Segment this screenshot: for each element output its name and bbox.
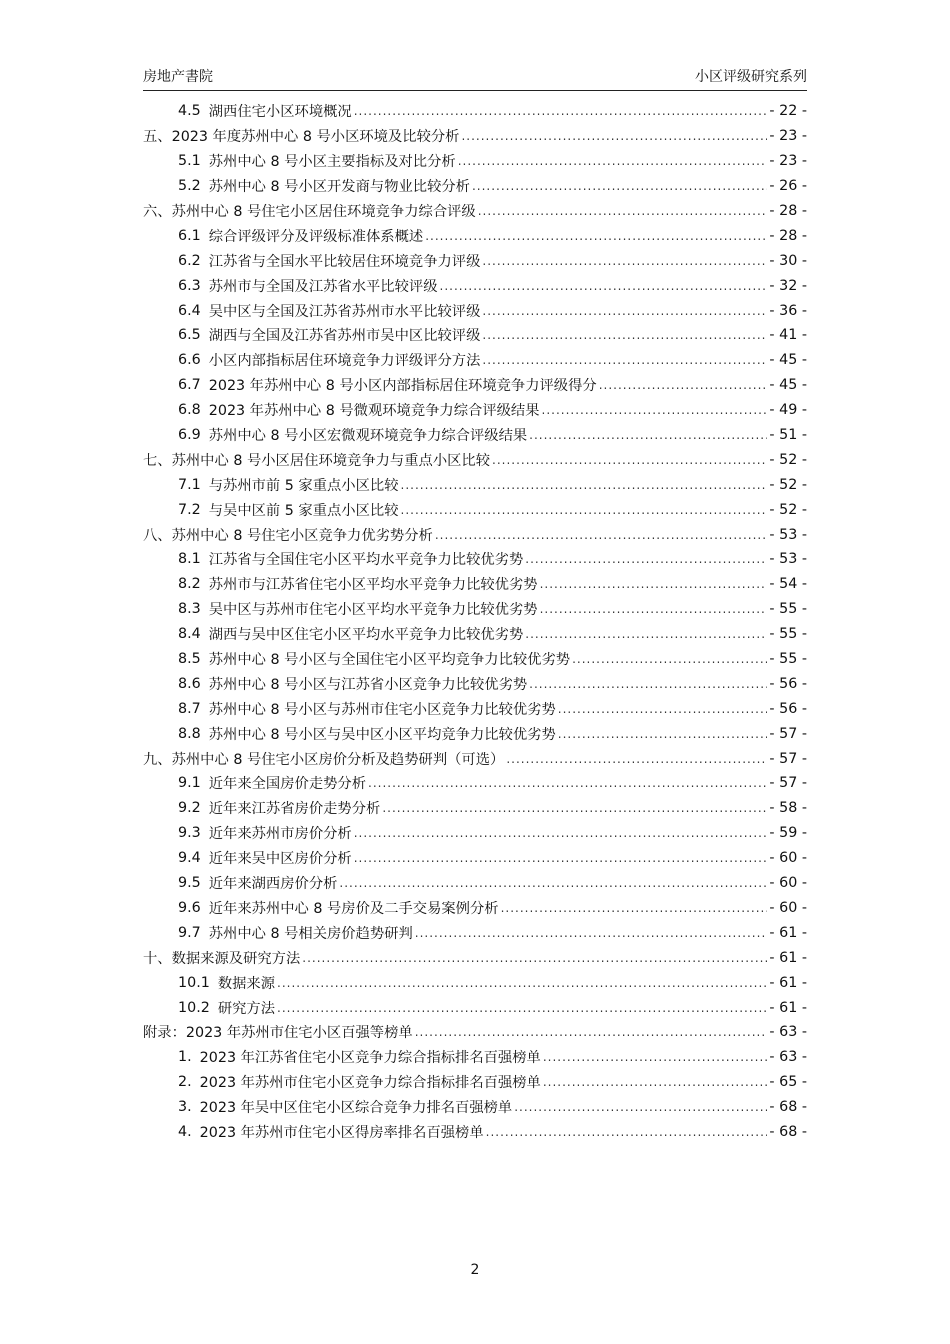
toc-entry[interactable] <box>143 771 807 796</box>
toc-dot-leader <box>540 602 768 616</box>
toc-dot-leader <box>368 776 767 790</box>
toc-dot-leader <box>525 552 767 566</box>
toc-entry[interactable] <box>143 796 807 821</box>
toc-entry-page: - 45 - <box>769 377 807 394</box>
toc-entry-title: 苏州市与全国及江苏省水平比较评级 <box>208 278 438 295</box>
toc-entry[interactable] <box>143 1045 807 1070</box>
toc-entry-page: - 55 - <box>769 626 807 643</box>
toc-entry-page: - 23 - <box>769 128 807 145</box>
toc-entry-number: 附录： <box>143 1025 186 1042</box>
toc-entry-title: 苏州中心 8 号小区居住环境竞争力与重点小区比较 <box>171 452 491 469</box>
table-of-contents <box>143 99 807 1144</box>
page-header <box>143 66 807 91</box>
toc-dot-leader <box>339 876 767 890</box>
toc-entry-page: - 68 - <box>769 1099 807 1116</box>
toc-entry-title: 与苏州市前 5 家重点小区比较 <box>208 477 399 494</box>
page-number: 2 <box>470 1262 480 1278</box>
toc-entry-number: 2. <box>178 1074 192 1091</box>
toc-dot-leader <box>529 428 767 442</box>
toc-entry-title: 苏州中心 8 号小区与全国住宅小区平均竞争力比较优劣势 <box>208 652 571 669</box>
toc-entry-number: 10.1 <box>178 974 210 991</box>
toc-entry-title: 湖西住宅小区环境概况 <box>208 104 352 121</box>
toc-entry[interactable] <box>143 149 807 174</box>
toc-dot-leader <box>482 304 767 318</box>
toc-dot-leader <box>354 104 768 118</box>
toc-entry-title: 2023 年苏州市住宅小区得房率排名百强榜单 <box>199 1124 484 1141</box>
toc-dot-leader <box>492 453 767 467</box>
toc-entry-page: - 28 - <box>769 227 807 244</box>
toc-entry-page: - 61 - <box>769 949 807 966</box>
toc-dot-leader <box>440 279 768 293</box>
toc-dot-leader <box>277 976 767 990</box>
toc-entry[interactable] <box>143 174 807 199</box>
toc-entry-number: 8.5 <box>178 651 201 668</box>
toc-entry-page: - 61 - <box>769 924 807 941</box>
toc-entry-page: - 30 - <box>769 252 807 269</box>
toc-entry-title: 综合评级评分及评级标准体系概述 <box>208 228 424 245</box>
toc-entry-title: 2023 年苏州市住宅小区竞争力综合指标排名百强榜单 <box>199 1075 541 1092</box>
toc-entry-page: - 23 - <box>769 153 807 170</box>
toc-entry-number: 五、 <box>143 129 172 146</box>
toc-dot-leader <box>558 702 768 716</box>
toc-entry-number: 6.4 <box>178 302 201 319</box>
toc-entry-title: 与吴中区前 5 家重点小区比较 <box>208 502 399 519</box>
toc-entry-title: 苏州中心 8 号住宅小区居住环境竞争力综合评级 <box>171 204 476 220</box>
toc-entry-title: 近年来全国房价走势分析 <box>208 776 367 793</box>
toc-entry[interactable] <box>143 1070 807 1095</box>
toc-entry-number: 8.6 <box>178 675 201 692</box>
toc-entry-number: 8.8 <box>178 725 201 742</box>
toc-entry-title: 江苏省与全国水平比较居住环境竞争力评级 <box>208 253 481 270</box>
toc-entry[interactable] <box>143 846 807 871</box>
toc-dot-leader <box>302 951 767 965</box>
toc-entry-number: 6.6 <box>178 352 201 369</box>
toc-entry[interactable] <box>143 273 807 298</box>
toc-entry-title: 研究方法 <box>217 1000 276 1017</box>
toc-entry-number: 6.5 <box>178 327 201 344</box>
toc-entry[interactable] <box>143 223 807 248</box>
toc-dot-leader <box>542 403 768 417</box>
toc-entry-number: 9.3 <box>178 825 201 842</box>
toc-entry-title: 小区内部指标居住环境竞争力评级评分方法 <box>208 353 481 370</box>
toc-entry-title: 湖西与吴中区住宅小区平均水平竞争力比较优劣势 <box>208 627 524 644</box>
toc-dot-leader <box>543 1050 768 1064</box>
toc-entry-number: 7.1 <box>178 476 201 493</box>
toc-dot-leader <box>482 254 767 268</box>
toc-entry-title: 近年来江苏省房价走势分析 <box>208 801 381 818</box>
toc-dot-leader <box>543 1075 768 1089</box>
toc-entry-page: - 53 - <box>769 526 807 543</box>
toc-entry-page: - 26 - <box>769 178 807 195</box>
toc-entry-number: 9.4 <box>178 850 201 867</box>
toc-entry-page: - 65 - <box>769 1074 807 1091</box>
toc-entry-number: 六、 <box>143 204 172 220</box>
toc-entry[interactable] <box>143 497 807 522</box>
toc-entry-page: - 32 - <box>769 277 807 294</box>
toc-dot-leader <box>478 204 768 218</box>
toc-dot-leader <box>558 727 768 741</box>
toc-dot-leader <box>599 378 768 392</box>
toc-entry[interactable] <box>143 423 807 448</box>
toc-entry-number: 七、 <box>143 452 172 469</box>
toc-entry-title: 2023 年苏州市住宅小区百强等榜单 <box>185 1025 413 1042</box>
toc-entry[interactable] <box>143 323 807 348</box>
toc-entry-page: - 49 - <box>769 402 807 419</box>
toc-dot-leader <box>435 528 768 542</box>
toc-entry[interactable] <box>143 1020 807 1045</box>
toc-entry-title: 苏州中心 8 号小区与吴中区小区平均竞争力比较优劣势 <box>208 726 556 743</box>
toc-dot-leader <box>540 577 768 591</box>
toc-entry-page: - 52 - <box>769 476 807 493</box>
toc-entry-title: 2023 年度苏州中心 8 号小区环境及比较分析 <box>171 129 460 146</box>
toc-dot-leader <box>354 826 768 840</box>
toc-entry[interactable] <box>143 995 807 1020</box>
toc-entry-number: 6.2 <box>178 252 201 269</box>
toc-entry-page: - 41 - <box>769 327 807 344</box>
toc-entry[interactable] <box>143 248 807 273</box>
toc-entry-number: 6.8 <box>178 402 201 419</box>
toc-entry-page: - 61 - <box>769 999 807 1016</box>
toc-entry-number: 6.1 <box>178 227 201 244</box>
toc-entry-page: - 60 - <box>769 875 807 892</box>
toc-entry-page: - 63 - <box>769 1024 807 1041</box>
toc-entry-number: 7.2 <box>178 501 201 518</box>
toc-entry-title: 苏州中心 8 号小区开发商与物业比较分析 <box>208 179 470 196</box>
toc-dot-leader <box>529 677 767 691</box>
toc-entry-number: 4. <box>178 1123 192 1140</box>
toc-entry-title: 苏州中心 8 号小区与苏州市住宅小区竞争力比较优劣势 <box>208 701 556 718</box>
toc-dot-leader <box>461 129 767 143</box>
toc-entry-title: 2023 年江苏省住宅小区竞争力综合指标排名百强榜单 <box>199 1050 541 1067</box>
toc-entry-title: 苏州中心 8 号小区与江苏省小区竞争力比较优劣势 <box>208 676 528 693</box>
toc-entry-number: 8.1 <box>178 551 201 568</box>
toc-entry[interactable] <box>143 1120 807 1145</box>
toc-entry[interactable] <box>143 597 807 622</box>
toc-entry[interactable] <box>143 522 807 547</box>
toc-entry-title: 2023 年苏州中心 8 号微观环境竞争力综合评级结果 <box>208 403 540 420</box>
toc-dot-leader <box>525 627 767 641</box>
toc-entry-page: - 56 - <box>769 700 807 717</box>
toc-entry[interactable] <box>143 647 807 672</box>
header-series-title: 小区评级研究系列 <box>695 69 807 85</box>
toc-dot-leader <box>572 652 767 666</box>
toc-entry-number: 9.1 <box>178 775 201 792</box>
toc-entry[interactable] <box>143 398 807 423</box>
toc-entry-page: - 57 - <box>769 775 807 792</box>
toc-entry-number: 6.7 <box>178 377 201 394</box>
toc-entry-title: 近年来苏州市房价分析 <box>208 826 352 843</box>
toc-entry-number: 9.2 <box>178 800 201 817</box>
toc-entry-page: - 53 - <box>769 551 807 568</box>
toc-entry-number: 八、 <box>143 527 172 544</box>
toc-entry-number: 8.2 <box>178 576 201 593</box>
toc-entry[interactable] <box>143 896 807 921</box>
toc-entry-number: 5.2 <box>178 178 201 195</box>
toc-entry-number: 8.3 <box>178 601 201 618</box>
toc-entry-title: 苏州中心 8 号小区主要指标及对比分析 <box>208 154 456 171</box>
toc-entry[interactable] <box>143 970 807 995</box>
toc-entry[interactable] <box>143 945 807 970</box>
toc-entry-page: - 58 - <box>769 800 807 817</box>
toc-entry-page: - 54 - <box>769 576 807 593</box>
toc-entry-page: - 51 - <box>769 427 807 444</box>
toc-entry[interactable] <box>143 373 807 398</box>
toc-dot-leader <box>354 851 768 865</box>
toc-entry-page: - 60 - <box>769 850 807 867</box>
toc-dot-leader <box>277 1001 767 1015</box>
toc-entry[interactable] <box>143 199 807 224</box>
header-publisher: 房地产書院 <box>143 69 213 85</box>
toc-entry-page: - 56 - <box>769 675 807 692</box>
toc-entry-title: 苏州市与江苏省住宅小区平均水平竞争力比较优劣势 <box>208 577 538 594</box>
toc-entry-page: - 52 - <box>769 501 807 518</box>
toc-entry-number: 8.4 <box>178 626 201 643</box>
toc-entry[interactable] <box>143 821 807 846</box>
toc-entry[interactable] <box>143 572 807 597</box>
toc-entry-page: - 55 - <box>769 601 807 618</box>
toc-dot-leader <box>401 503 768 517</box>
toc-entry-number: 9.5 <box>178 875 201 892</box>
toc-entry[interactable] <box>143 1095 807 1120</box>
toc-entry[interactable] <box>143 671 807 696</box>
toc-entry-number: 9.7 <box>178 924 201 941</box>
toc-entry-page: - 59 - <box>769 825 807 842</box>
toc-dot-leader <box>401 478 768 492</box>
toc-entry-page: - 45 - <box>769 352 807 369</box>
toc-dot-leader <box>458 154 768 168</box>
toc-entry-page: - 57 - <box>769 750 807 767</box>
toc-entry-page: - 22 - <box>769 103 807 120</box>
toc-dot-leader <box>486 1125 768 1139</box>
toc-entry-title: 苏州中心 8 号住宅小区房价分析及趋势研判（可选） <box>171 751 505 768</box>
toc-entry-number: 5.1 <box>178 153 201 170</box>
toc-entry-number: 十、 <box>143 950 172 967</box>
toc-entry-page: - 60 - <box>769 899 807 916</box>
toc-entry-number: 九、 <box>143 751 172 768</box>
toc-dot-leader <box>382 801 767 815</box>
toc-dot-leader <box>514 1100 767 1114</box>
toc-entry[interactable] <box>143 348 807 373</box>
toc-entry-number: 1. <box>178 1049 192 1066</box>
toc-dot-leader <box>482 328 767 342</box>
toc-entry[interactable] <box>143 298 807 323</box>
toc-entry-page: - 61 - <box>769 974 807 991</box>
toc-entry[interactable] <box>143 99 807 124</box>
toc-entry-number: 3. <box>178 1099 192 1116</box>
toc-entry[interactable] <box>143 696 807 721</box>
toc-entry-title: 2023 年吴中区住宅小区综合竞争力排名百强榜单 <box>199 1100 513 1117</box>
toc-entry-title: 2023 年苏州中心 8 号小区内部指标居住环境竞争力评级得分 <box>208 378 597 395</box>
toc-entry-number: 4.5 <box>178 103 201 120</box>
toc-entry-title: 苏州中心 8 号住宅小区竞争力优劣势分析 <box>171 527 433 544</box>
toc-entry[interactable] <box>143 920 807 945</box>
toc-entry[interactable] <box>143 447 807 472</box>
toc-entry-page: - 55 - <box>769 651 807 668</box>
toc-dot-leader <box>506 752 767 766</box>
toc-entry[interactable] <box>143 472 807 497</box>
toc-entry[interactable] <box>143 547 807 572</box>
toc-entry-page: - 68 - <box>769 1123 807 1140</box>
toc-entry-number: 9.6 <box>178 899 201 916</box>
toc-entry-title: 近年来苏州中心 8 号房价及二手交易案例分析 <box>208 900 499 917</box>
toc-dot-leader <box>415 1025 768 1039</box>
toc-entry[interactable] <box>143 721 807 746</box>
toc-entry-title: 数据来源 <box>217 975 276 992</box>
toc-entry-page: - 28 - <box>769 203 807 219</box>
toc-entry-page: - 63 - <box>769 1049 807 1066</box>
toc-entry-title: 苏州中心 8 号相关房价趋势研判 <box>208 925 413 942</box>
toc-entry-title: 吴中区与全国及江苏省苏州市水平比较评级 <box>208 303 481 320</box>
toc-entry-number: 8.7 <box>178 700 201 717</box>
toc-entry-title: 近年来吴中区房价分析 <box>208 851 352 868</box>
toc-dot-leader <box>415 926 768 940</box>
toc-entry-title: 近年来湖西房价分析 <box>208 876 338 893</box>
toc-entry-page: - 52 - <box>769 451 807 468</box>
toc-entry-title: 吴中区与苏州市住宅小区平均水平竞争力比较优劣势 <box>208 602 538 619</box>
toc-entry-number: 6.9 <box>178 427 201 444</box>
toc-entry-number: 10.2 <box>178 999 210 1016</box>
toc-dot-leader <box>482 353 767 367</box>
toc-dot-leader <box>472 179 767 193</box>
toc-entry-page: - 57 - <box>769 725 807 742</box>
toc-dot-leader <box>501 901 768 915</box>
toc-entry-title: 苏州中心 8 号小区宏微观环境竞争力综合评级结果 <box>208 428 528 445</box>
toc-entry-number: 6.3 <box>178 277 201 294</box>
toc-entry[interactable] <box>143 871 807 896</box>
toc-entry-title: 数据来源及研究方法 <box>171 950 301 967</box>
toc-entry[interactable] <box>143 622 807 647</box>
toc-entry-page: - 36 - <box>769 302 807 319</box>
toc-dot-leader <box>425 229 767 243</box>
toc-entry-title: 湖西与全国及江苏省苏州市吴中区比较评级 <box>208 328 481 345</box>
toc-entry-title: 江苏省与全国住宅小区平均水平竞争力比较优劣势 <box>208 552 524 569</box>
toc-entry[interactable] <box>143 124 807 149</box>
toc-entry[interactable] <box>143 746 807 771</box>
